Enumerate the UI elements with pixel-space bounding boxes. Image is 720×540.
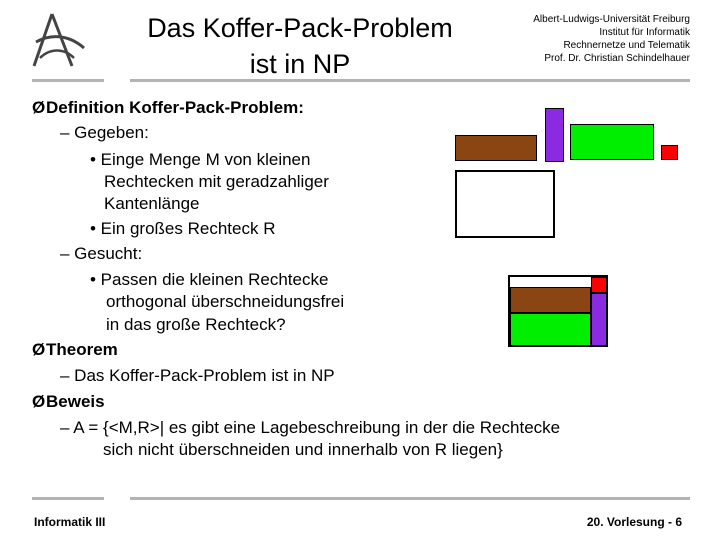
footer-rule-left [32,497,104,500]
packed-rect-brown [510,287,591,313]
header-rule-left [32,79,104,82]
arrow-bullet-icon: Ø [32,392,46,411]
proof-heading: ØBeweis [32,390,105,414]
given-item-1-cont: Rechtecken mit geradzahliger [104,172,329,191]
theorem-heading: ØTheorem [32,338,118,362]
packed-rect-purple [591,293,607,346]
proof-item-cont: sich nicht überschneiden und innerhalb von R liegen} [103,440,503,459]
footer-course: Informatik III [34,515,106,529]
sought-item: • Passen die kleinen Rechtecke [90,270,329,289]
university-logo [28,8,90,70]
institution-line: Rechnernetze und Telematik [563,40,690,51]
institution-line: Prof. Dr. Christian Schindelhauer [544,53,690,64]
given-label: – Gegeben: [60,123,149,142]
footer-rule-right [130,497,690,500]
definition-heading: ØDefinition Koffer-Pack-Problem: [32,96,304,120]
institution-block [500,13,690,65]
institution-line: Albert-Ludwigs-Universität Freiburg [533,14,690,25]
small-rect-purple [545,108,564,162]
given-item-1: • Einge Menge M von kleinen [90,150,311,169]
sought-item-cont: in das große Rechteck? [106,315,286,334]
arrow-bullet-icon: Ø [32,98,46,117]
theorem-item: – Das Koffer-Pack-Problem ist in NP [60,366,335,385]
institution-line: Institut für Informatik [599,27,690,38]
packed-rect-green [510,313,591,346]
header-rule-right [130,79,690,82]
small-rect-red [661,145,678,160]
footer-page: 20. Vorlesung - 6 [586,515,682,529]
small-rect-brown [455,135,537,161]
slide-title [110,10,490,82]
packed-rect-red [591,277,607,293]
large-rectangle-r [455,170,555,238]
small-rect-green [570,124,654,160]
sought-item-cont: orthogonal überschneidungsfrei [106,292,345,311]
title-line-1: Das Koffer-Pack-Problem [147,13,453,43]
title-line-2: ist in NP [249,49,351,79]
sought-label: – Gesucht: [60,244,143,263]
given-item-2: • Ein großes Rechteck R [90,219,276,238]
arrow-bullet-icon: Ø [32,340,46,359]
proof-item: – A = {<M,R>| es gibt eine Lagebeschreibung in der die Rechtecke [60,418,561,437]
given-item-1-cont: Kantenlänge [104,194,200,213]
